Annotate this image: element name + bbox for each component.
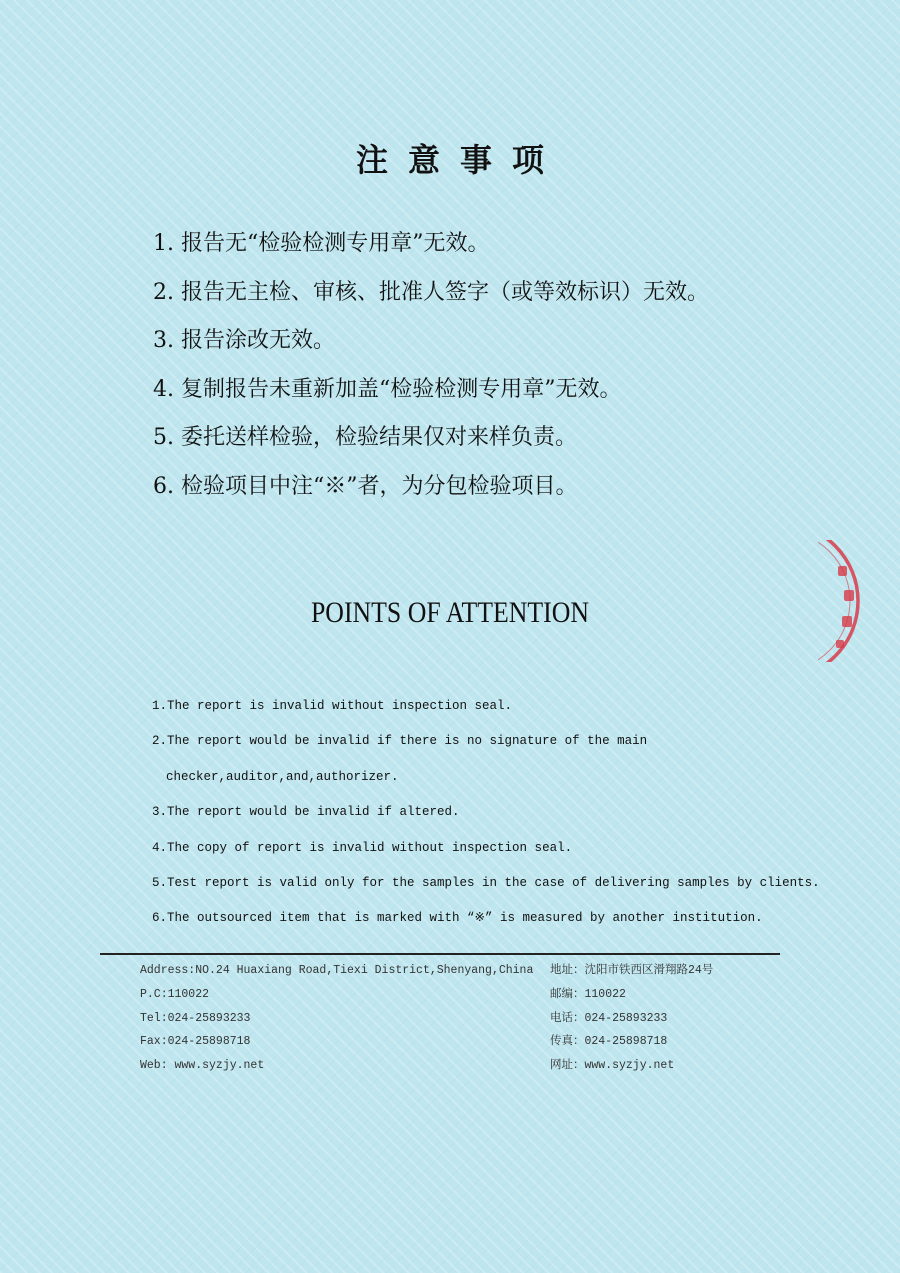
contact-block-english — [140, 962, 533, 1081]
chinese-notice-item: 3. 报告涂改无效。 — [153, 328, 335, 354]
tel-cn: 电话：024-25893233 — [550, 1011, 668, 1025]
chinese-notice-item: 6. 检验项目中注“※”者，为分包检验项目。 — [153, 473, 578, 499]
postcode-cn: 邮编：110022 — [550, 987, 626, 1001]
chinese-notice-list — [153, 220, 709, 512]
chinese-notice-item: 5. 委托送样检验，检验结果仅对来样负责。 — [153, 425, 577, 451]
postcode-en: P.C:110022 — [140, 987, 210, 1001]
fax-cn: 传真：024-25898718 — [550, 1035, 668, 1049]
address-en: Address:NO.24 Huaxiang Road,Tiexi District,Shenyang,China — [140, 964, 534, 977]
chinese-title: 注意事项 — [355, 141, 564, 179]
chinese-notice-item: 4. 复制报告未重新加盖“检验检测专用章”无效。 — [153, 376, 622, 402]
footer-divider — [100, 953, 780, 955]
english-notice-item: 3.The report would be invalid if altered. — [152, 805, 460, 820]
address-cn: 地址：沈阳市铁西区滑翔路24号 — [550, 964, 714, 977]
seal-stamp-icon — [818, 540, 866, 662]
fax-en: Fax:024-25898718 — [140, 1035, 251, 1049]
tel-en: Tel:024-25893233 — [140, 1011, 251, 1025]
web-cn: 网址：www.syzjy.net — [550, 1059, 675, 1073]
partial-red-seal — [818, 540, 866, 662]
web-en: Web: www.syzjy.net — [140, 1059, 265, 1073]
english-title: POINTS OF ATTENTION — [310, 596, 590, 629]
english-notice-item: 6.The outsourced item that is marked with “※” is measured by another institution. — [152, 911, 763, 926]
english-notice-item: 1.The report is invalid without inspection seal. — [152, 699, 513, 713]
english-notice-item: 4.The copy of report is invalid without inspection seal. — [152, 840, 573, 855]
english-notice-list — [152, 692, 820, 940]
english-notice-item: 5.Test report is valid only for the samples in the case of delivering samples by clients. — [152, 875, 820, 890]
contact-block-chinese — [550, 962, 713, 1081]
english-notice-item-continuation: checker,auditor,and,authorizer. — [166, 769, 399, 784]
chinese-notice-item: 2. 报告无主检、审核、批准人签字（或等效标识）无效。 — [153, 279, 709, 305]
chinese-notice-item: 1. 报告无“检验检测专用章”无效。 — [153, 231, 490, 256]
english-notice-item: 2.The report would be invalid if there is no signature of the main — [152, 734, 648, 749]
